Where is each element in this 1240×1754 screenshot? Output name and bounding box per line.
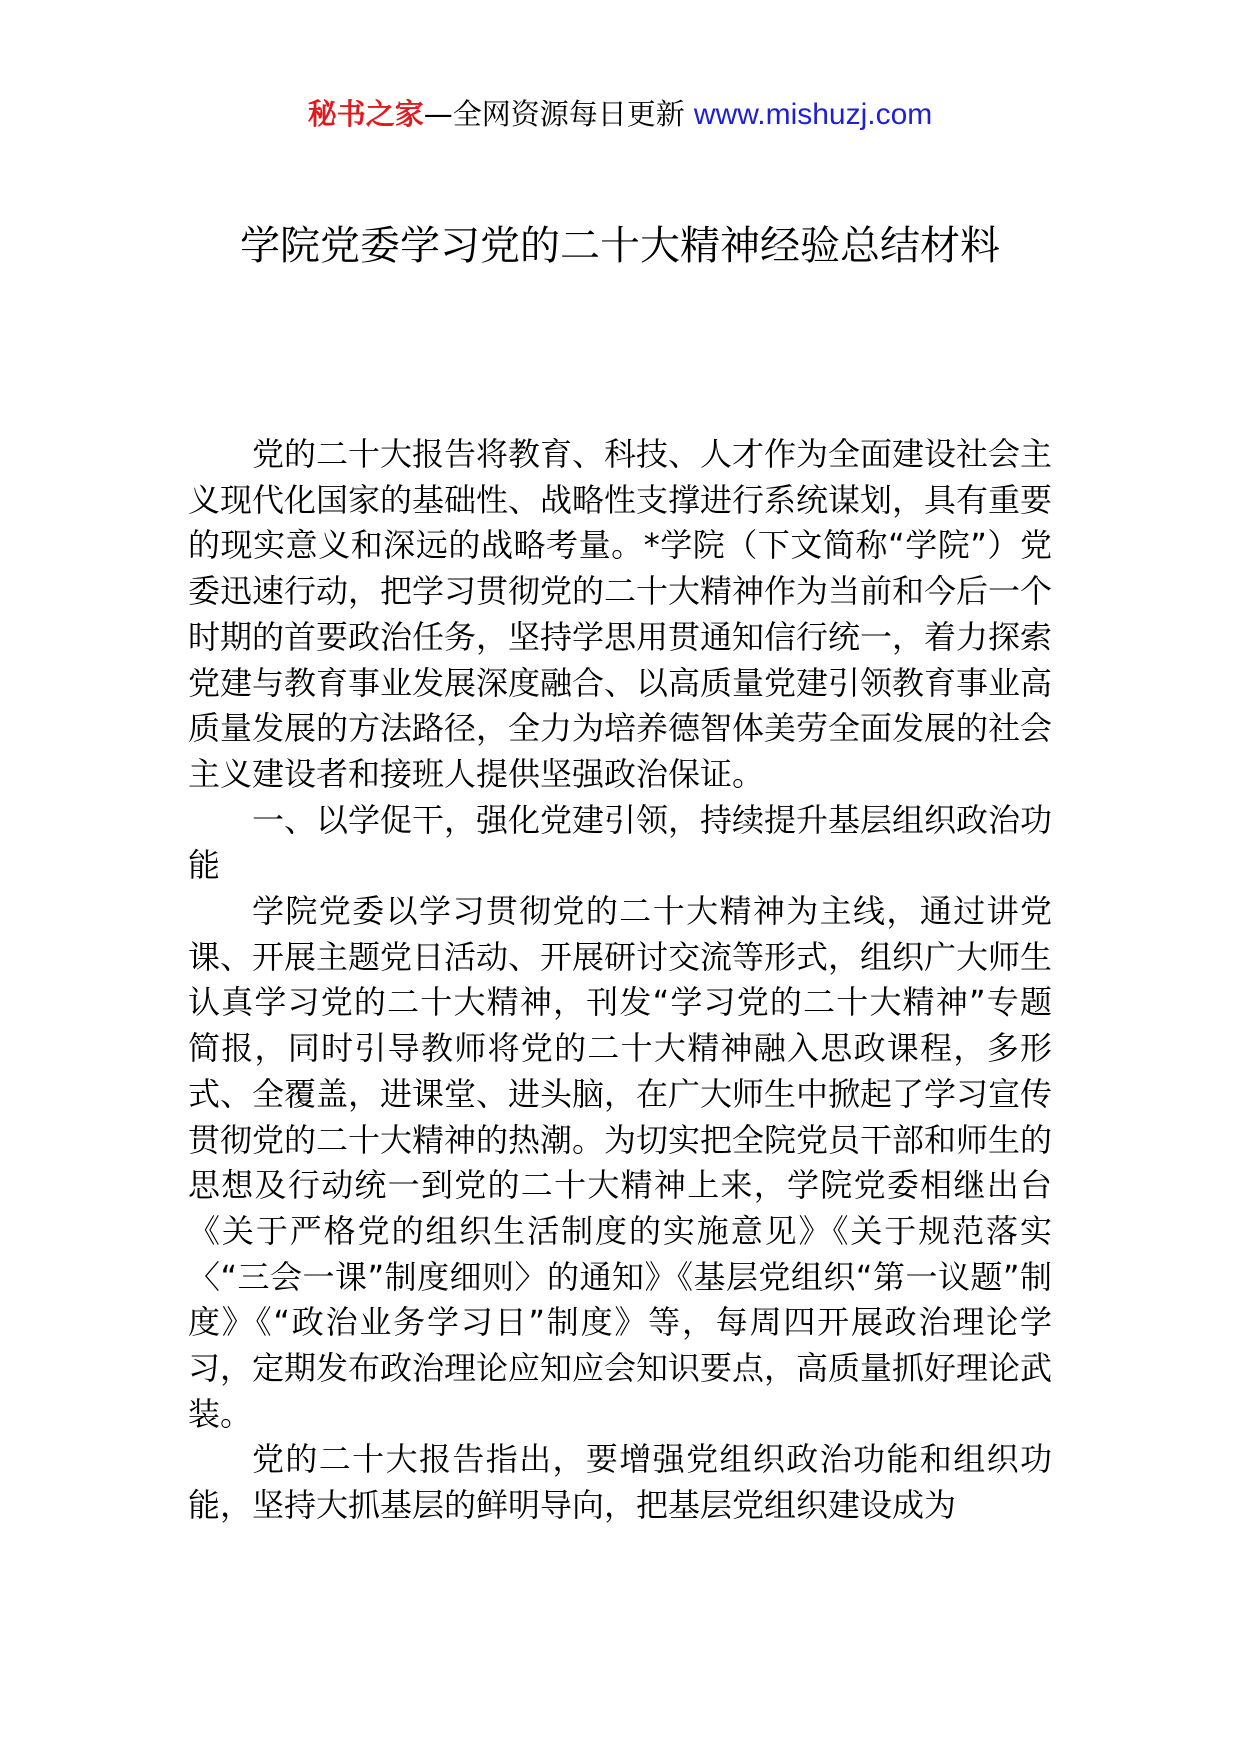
site-header	[0, 94, 1240, 135]
section-1-paragraph: 学院党委以学习贯彻党的二十大精神为主线，通过讲党课、开展主题党日活动、开展研讨交流等形式，组织广大师生认真学习党的二十大精神，刊发“学习党的二十大精神”专题简报，同时引导教师将党的二十大精神融入思政课程，多形式、全覆盖，进课堂、进头脑，在广大师生中掀起了学习宣传贯彻党的二十大精神的热潮。为切实把全院党员干部和师生的思想及行动统一到党的二十大精神上来，学院党委相继出台《关于严格党的组织生活制度的实施意见》《关于规范落实〈“三会一课”制度细则〉的通知》《基层党组织“第一议题”制度》《“政治业务学习日”制度》等，每周四开展政治理论学习，定期发布政治理论应知应会知识要点，高质量抓好理论武装。	[188, 892, 1053, 1433]
brand-name: 秘书之家	[307, 97, 424, 131]
section-1-paragraph-2: 党的二十大报告指出，要增强党组织政治功能和组织功能，坚持大抓基层的鲜明导向，把基层党组织建设成为	[188, 1440, 1052, 1525]
section-heading-1: 一、以学促干，强化党建引领，持续提升基层组织政治功能	[188, 800, 1053, 885]
intro-paragraph: 党的二十大报告将教育、科技、人才作为全面建设社会主义现代化国家的基础性、战略性支撑进行系统谋划，具有重要的现实意义和深远的战略考量。*学院（下文简称“学院”）党委迅速行动，把学习贯彻党的二十大精神作为当前和今后一个时期的首要政治任务，坚持学思用贯通知信行统一，着力探索党建与教育事业发展深度融合、以高质量党建引领教育事业高质量发展的方法路径，全力为培养德智体美劳全面发展的社会主义建设者和接班人提供坚强政治保证。	[188, 435, 1053, 793]
document-body	[188, 432, 1052, 1529]
document-title: 学院党委学习党的二十大精神经验总结材料	[240, 223, 1000, 269]
site-url-link[interactable]: www.mishuzj.com	[693, 98, 933, 131]
site-tagline: —全网资源每日更新	[423, 97, 694, 131]
